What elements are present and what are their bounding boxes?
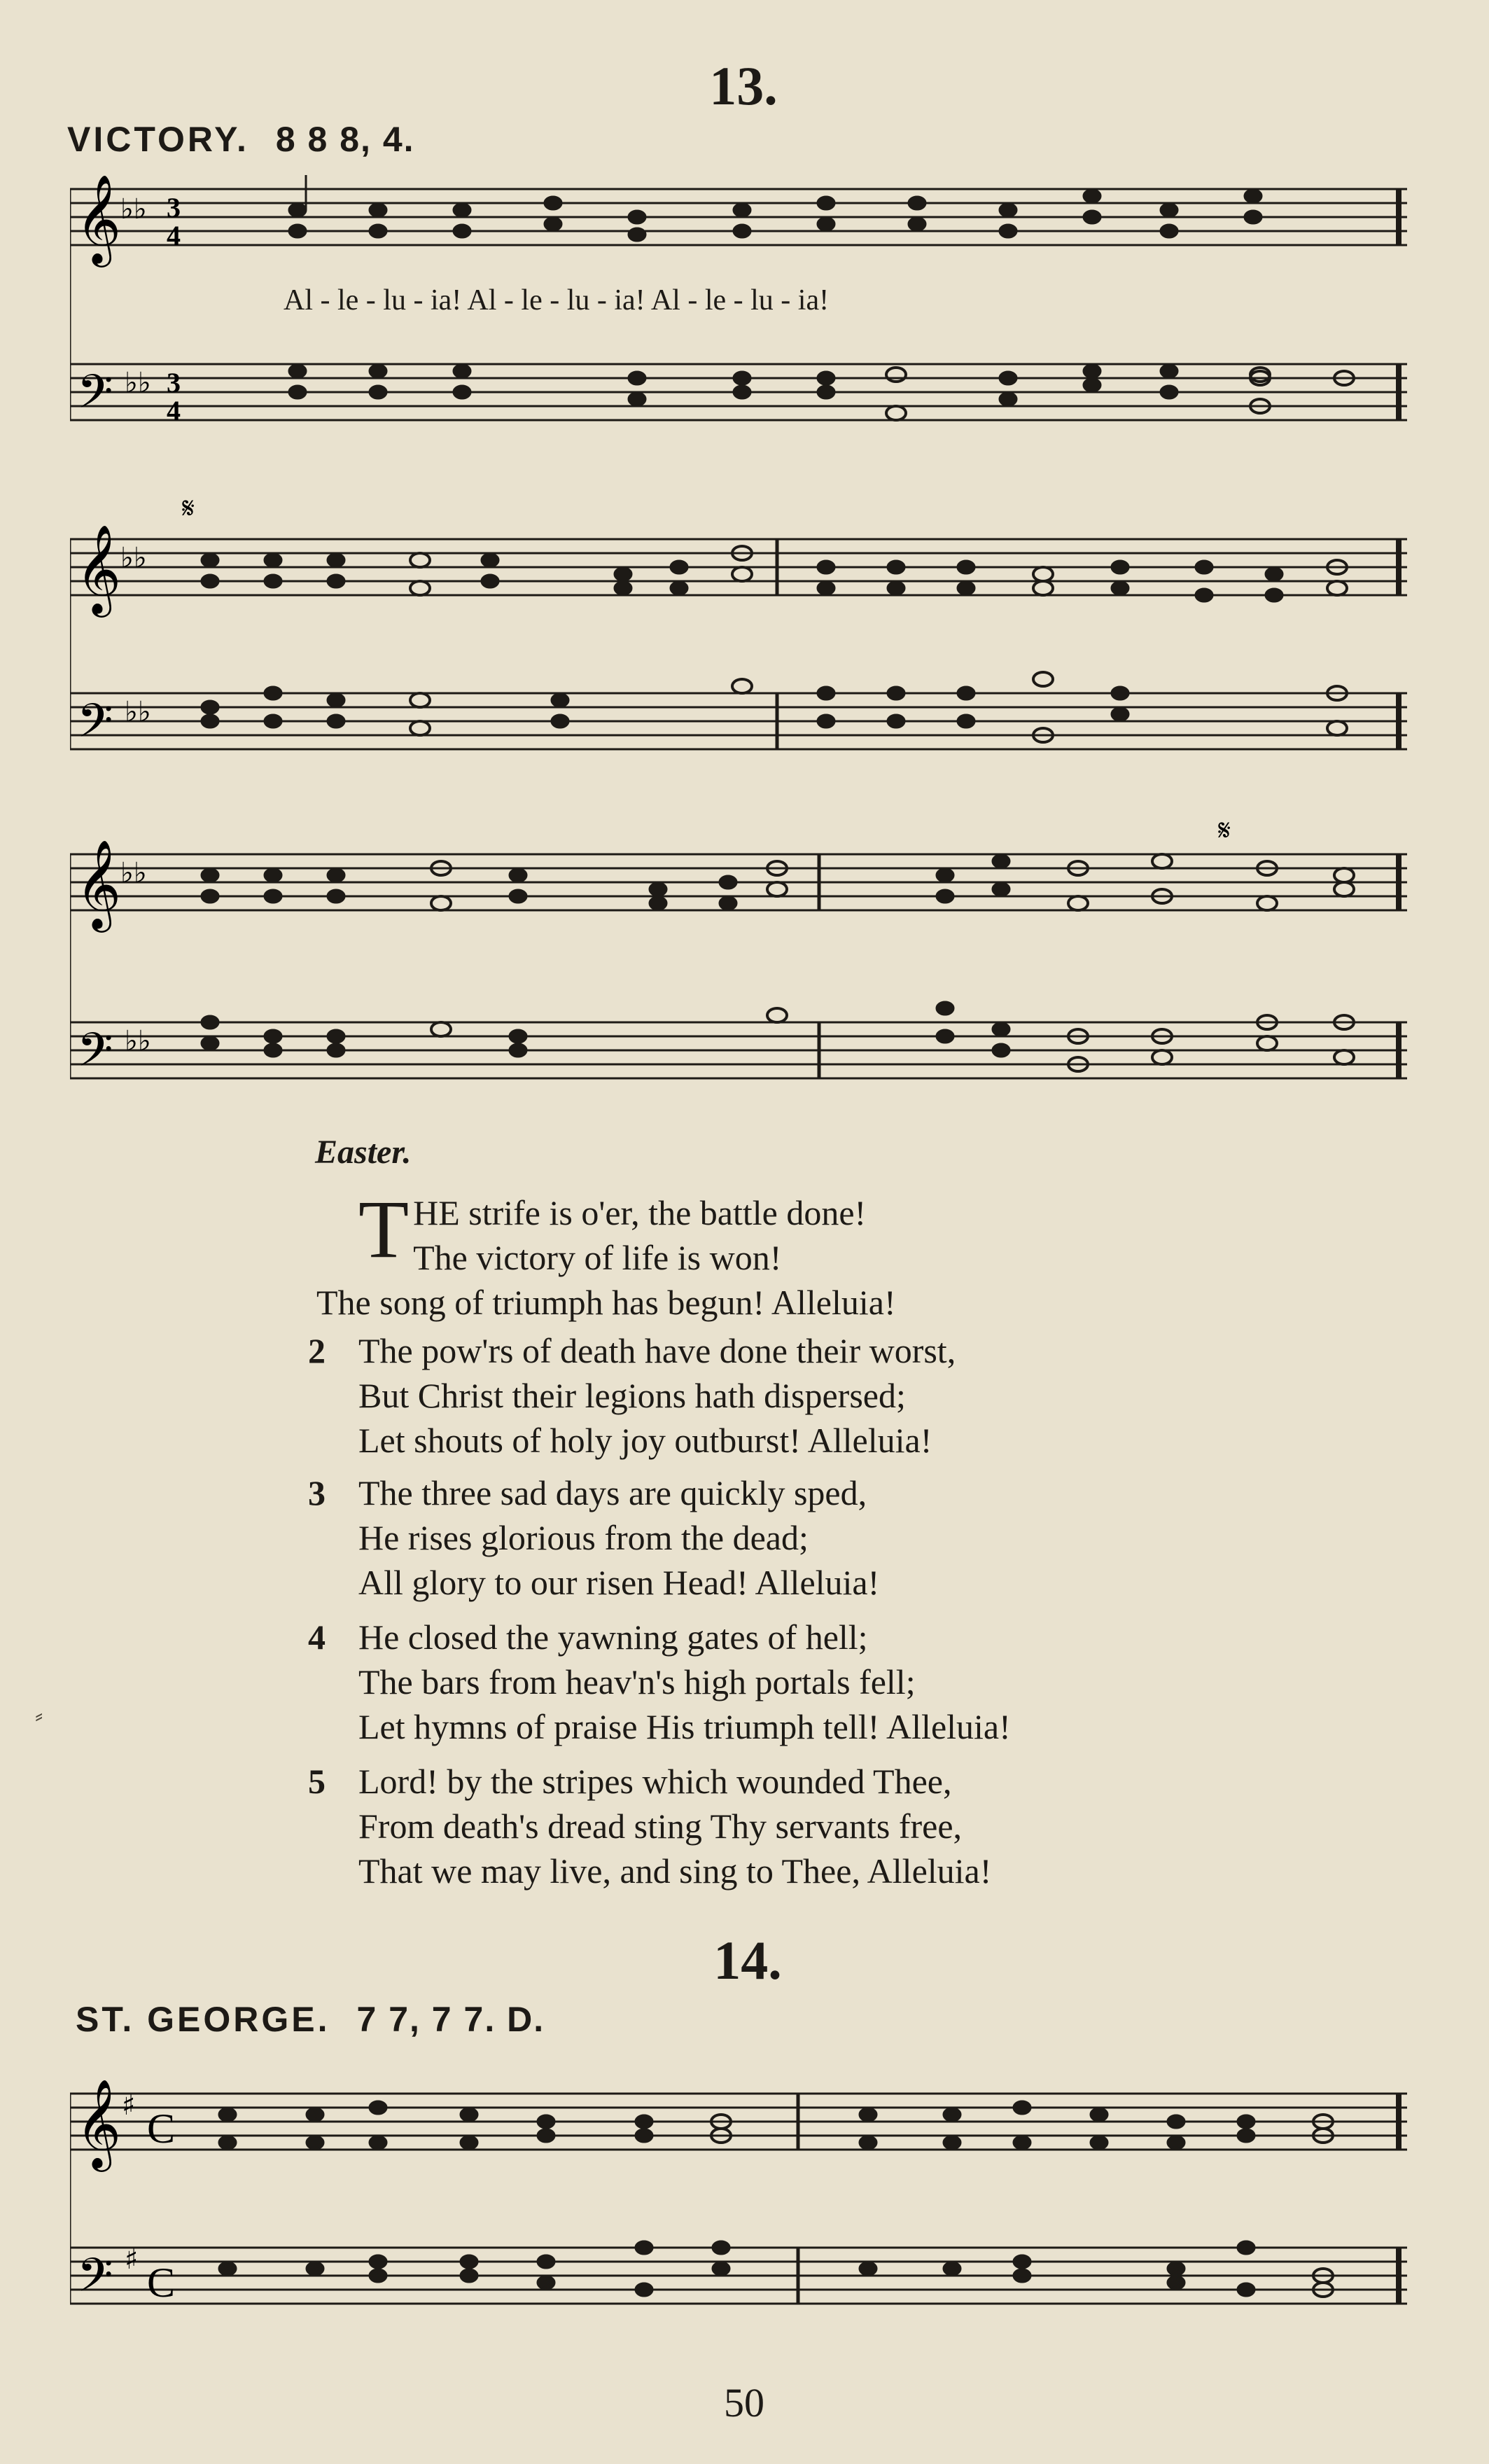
music-notation bbox=[70, 2066, 1428, 2346]
tune-meter: 7 7, 7 7. D. bbox=[356, 2000, 545, 2039]
verse-line: All glory to our risen Head! Alleluia! bbox=[358, 1563, 880, 1602]
svg-text:♭♭: ♭♭ bbox=[125, 696, 151, 728]
tune-heading bbox=[67, 119, 415, 160]
svg-text:𝄢: 𝄢 bbox=[77, 2248, 113, 2313]
svg-text:𝄢: 𝄢 bbox=[77, 365, 113, 430]
verse-line: HE strife is o'er, the battle done! bbox=[413, 1193, 867, 1232]
verse-line: The three sad days are quickly sped, bbox=[358, 1473, 867, 1512]
verse-number: 4 bbox=[308, 1617, 326, 1657]
svg-text:3: 3 bbox=[167, 367, 181, 398]
svg-text:𝄋: 𝄋 bbox=[1218, 813, 1231, 847]
music-system-1 bbox=[70, 175, 1428, 469]
verse-line: The bars from heav'n's high portals fell; bbox=[358, 1662, 916, 1701]
verse-line: The song of triumph has begun! Alleluia! bbox=[316, 1283, 896, 1322]
svg-text:♭♭: ♭♭ bbox=[125, 367, 151, 399]
svg-text:𝄞: 𝄞 bbox=[76, 175, 122, 263]
verse-line: From death's dread sting Thy servants free, bbox=[358, 1807, 963, 1846]
verse-line: The victory of life is won! bbox=[413, 1238, 782, 1277]
music-system-2 bbox=[70, 490, 1428, 798]
hymn-number: 13. bbox=[709, 55, 778, 116]
svg-text:𝄞: 𝄞 bbox=[76, 839, 122, 928]
verse-line: Let hymns of praise His triumph tell! Alleluia! bbox=[358, 1707, 1011, 1746]
svg-text:♭♭: ♭♭ bbox=[125, 1025, 151, 1057]
music-system-3 bbox=[70, 812, 1428, 1120]
verse-line: The pow'rs of death have done their worst, bbox=[358, 1331, 956, 1370]
svg-text:4: 4 bbox=[167, 220, 181, 251]
music-notation bbox=[70, 812, 1428, 1120]
alleluia-lyric: Al - le - lu - ia! Al - le - lu - ia! Al - le - lu - ia! bbox=[284, 284, 830, 316]
page-number: 50 bbox=[724, 2380, 764, 2425]
tune-name: VICTORY. bbox=[67, 120, 249, 159]
svg-text:♭♭: ♭♭ bbox=[120, 542, 147, 574]
svg-text:C: C bbox=[147, 2105, 176, 2152]
svg-text:♭♭: ♭♭ bbox=[120, 857, 147, 889]
tune-meter: 8 8 8, 4. bbox=[275, 120, 415, 159]
verse-line: He closed the yawning gates of hell; bbox=[358, 1617, 868, 1657]
verse-number: 2 bbox=[308, 1331, 326, 1370]
stray-mark: ⸗ bbox=[35, 1701, 43, 1729]
verse-number: 3 bbox=[308, 1473, 326, 1512]
svg-text:𝄋: 𝄋 bbox=[182, 491, 195, 525]
verse-line: That we may live, and sing to Thee, Alleluia! bbox=[358, 1851, 992, 1891]
hymn-number: 14. bbox=[713, 1930, 782, 1991]
svg-text:𝄢: 𝄢 bbox=[77, 694, 113, 759]
svg-text:♯: ♯ bbox=[125, 2243, 139, 2276]
music-system-4 bbox=[70, 2066, 1428, 2346]
svg-text:♭♭: ♭♭ bbox=[120, 193, 147, 225]
svg-text:4: 4 bbox=[167, 395, 181, 426]
svg-text:C: C bbox=[147, 2260, 176, 2306]
music-notation bbox=[70, 490, 1428, 798]
music-notation bbox=[70, 175, 1428, 469]
tune-heading bbox=[76, 1999, 545, 2040]
verse-line: Let shouts of holy joy outburst! Alleluia! bbox=[358, 1421, 932, 1460]
verse-number: 5 bbox=[308, 1762, 326, 1801]
svg-text:𝄢: 𝄢 bbox=[77, 1023, 113, 1088]
svg-text:𝄞: 𝄞 bbox=[76, 524, 122, 613]
verse-line: Lord! by the stripes which wounded Thee, bbox=[358, 1762, 952, 1801]
svg-text:♯: ♯ bbox=[122, 2089, 136, 2122]
drop-cap: T bbox=[358, 1183, 410, 1275]
svg-text:𝄞: 𝄞 bbox=[76, 2078, 122, 2168]
tune-name: ST. GEORGE. bbox=[76, 2000, 330, 2039]
svg-text:3: 3 bbox=[167, 192, 181, 223]
verse-line: He rises glorious from the dead; bbox=[358, 1518, 809, 1557]
verse-line: But Christ their legions hath dispersed; bbox=[358, 1376, 906, 1415]
occasion-label: Easter. bbox=[315, 1134, 412, 1171]
